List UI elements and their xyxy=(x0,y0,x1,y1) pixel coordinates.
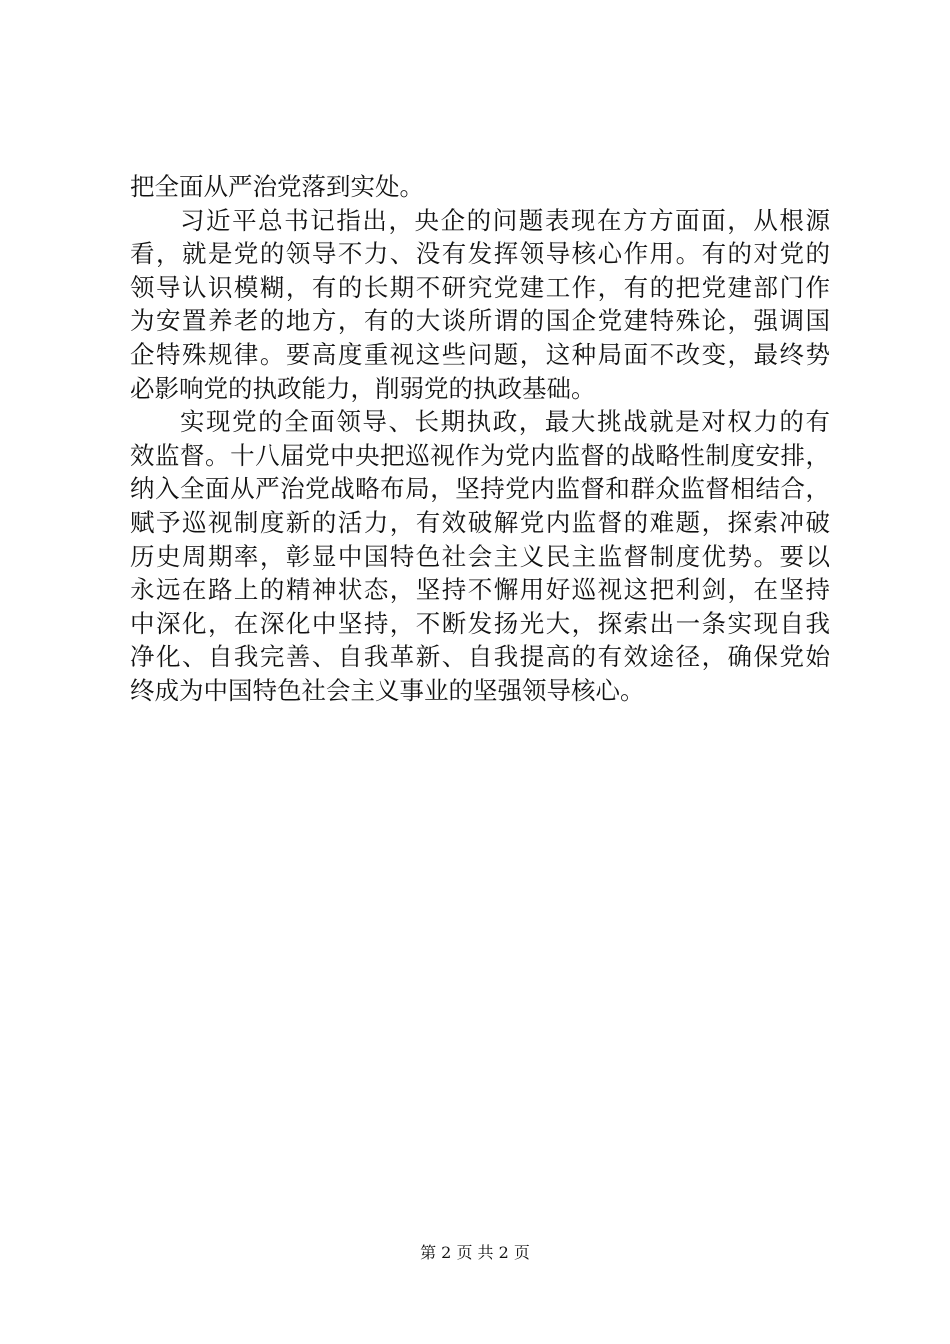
text-line: 中深化，在深化中坚持，不断发扬光大，探索出一条实现自我 xyxy=(130,608,830,638)
text-line: 永远在路上的精神状态，坚持不懈用好巡视这把利剑，在坚持 xyxy=(130,575,830,605)
body-text xyxy=(130,170,830,708)
text-line: 纳入全面从严治党战略布局，坚持党内监督和群众监督相结合， xyxy=(130,474,830,504)
text-line: 领导认识模糊，有的长期不研究党建工作，有的把党建部门作 xyxy=(130,272,830,302)
text-line: 必影响党的执政能力，削弱党的执政基础。 xyxy=(130,373,596,403)
text-line: 企特殊规律。要高度重视这些问题，这种局面不改变，最终势 xyxy=(130,339,830,369)
text-line: 为安置养老的地方，有的大谈所谓的国企党建特殊论，强调国 xyxy=(130,306,830,336)
text-line: 把全面从严治党落到实处。 xyxy=(130,172,424,201)
text-line: 历史周期率，彰显中国特色社会主义民主监督制度优势。要以 xyxy=(130,541,830,571)
text-line: 看，就是党的领导不力、没有发挥领导核心作用。有的对党的 xyxy=(130,239,830,269)
text-line: 赋予巡视制度新的活力，有效破解党内监督的难题，探索冲破 xyxy=(130,507,830,537)
text-line: 效监督。十八届党中央把巡视作为党内监督的战略性制度安排， xyxy=(130,440,830,470)
text-line: 终成为中国特色社会主义事业的坚强领导核心。 xyxy=(130,675,645,705)
paragraph-first-line: 习近平总书记指出，央企的问题表现在方方面面，从根源 xyxy=(180,205,830,235)
text-line: 净化、自我完善、自我革新、自我提高的有效途径，确保党始 xyxy=(130,642,830,672)
paragraph-first-line: 实现党的全面领导、长期执政，最大挑战就是对权力的有 xyxy=(180,407,830,437)
page-footer: 第 2 页 共 2 页 xyxy=(420,1243,530,1262)
